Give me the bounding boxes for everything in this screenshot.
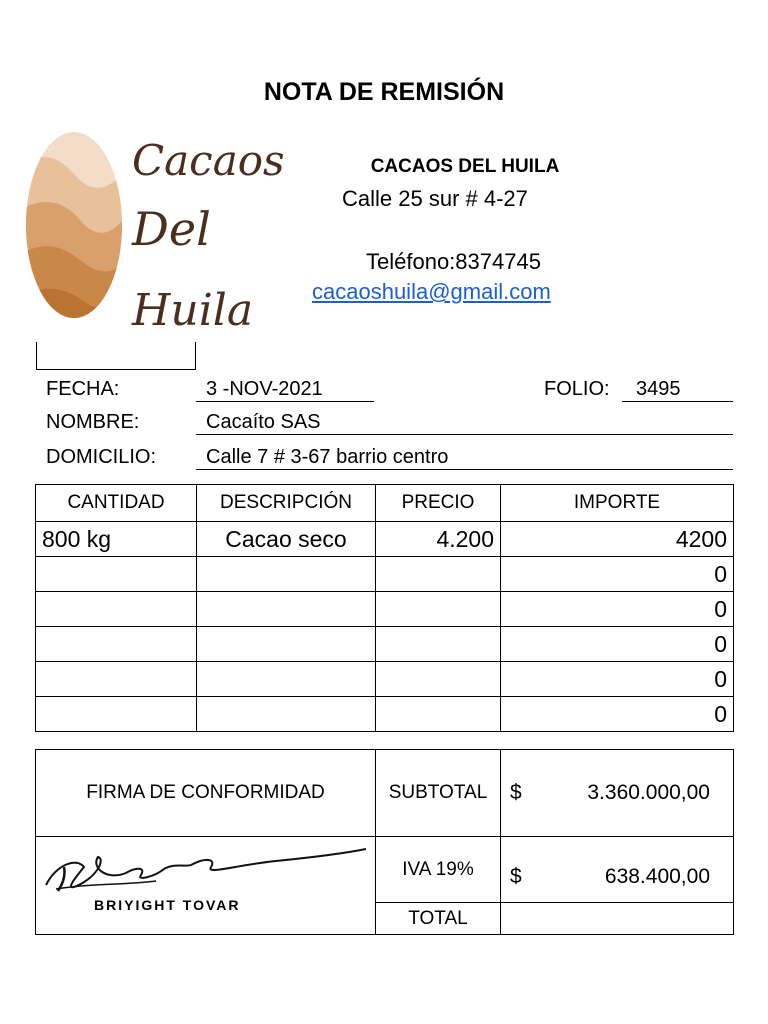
subtotal-cell bbox=[501, 750, 734, 837]
cell-descripcion bbox=[197, 697, 376, 732]
cell-descripcion bbox=[197, 557, 376, 592]
company-logo bbox=[20, 105, 285, 345]
logo-text-line3: Huila bbox=[132, 285, 254, 336]
company-name: CACAOS DEL HUILA bbox=[370, 156, 560, 177]
table-row bbox=[36, 697, 734, 732]
company-phone: Teléfono:8374745 bbox=[366, 249, 541, 274]
table-row bbox=[36, 627, 734, 662]
subtotal-value: 3.360.000,00 bbox=[587, 781, 710, 804]
header-importe: IMPORTE bbox=[501, 485, 734, 522]
header-descripcion: DESCRIPCIÓN bbox=[197, 485, 376, 522]
iva-currency: $ bbox=[510, 864, 522, 888]
cell-importe: 0 bbox=[501, 697, 734, 732]
firma-conformidad-label: FIRMA DE CONFORMIDAD bbox=[36, 750, 376, 837]
cell-cantidad bbox=[36, 627, 197, 662]
cell-descripcion: Cacao seco bbox=[197, 522, 376, 557]
logo-text-line2: Del bbox=[132, 202, 211, 256]
cell-cantidad bbox=[36, 697, 197, 732]
document-title: NOTA DE REMISIÓN bbox=[263, 78, 505, 106]
cell-precio: 4.200 bbox=[376, 522, 501, 557]
table-header-row bbox=[36, 485, 734, 522]
total-value bbox=[501, 903, 734, 935]
domicilio-label: DOMICILIO: bbox=[46, 446, 157, 468]
total-label: TOTAL bbox=[376, 903, 501, 935]
signature-area bbox=[36, 837, 376, 935]
header-precio: PRECIO bbox=[376, 485, 501, 522]
signature-scribble bbox=[36, 837, 376, 933]
folio-value: 3495 bbox=[622, 378, 733, 402]
header-cantidad: CANTIDAD bbox=[36, 485, 197, 522]
cell-importe: 0 bbox=[501, 662, 734, 697]
folio-label: FOLIO: bbox=[544, 378, 610, 400]
table-row bbox=[36, 662, 734, 697]
cell-importe: 0 bbox=[501, 557, 734, 592]
cell-importe: 0 bbox=[501, 627, 734, 662]
cell-cantidad bbox=[36, 592, 197, 627]
table-row bbox=[36, 557, 734, 592]
subtotal-currency: $ bbox=[510, 781, 522, 804]
logo-text-line1: Cacaos bbox=[132, 136, 285, 185]
cell-descripcion bbox=[197, 592, 376, 627]
company-address: Calle 25 sur # 4-27 bbox=[342, 186, 528, 211]
cell-importe: 0 bbox=[501, 592, 734, 627]
fecha-value: 3 -NOV-2021 bbox=[196, 378, 374, 402]
nombre-label: NOMBRE: bbox=[46, 411, 140, 433]
fecha-label: FECHA: bbox=[46, 378, 120, 400]
cell-precio bbox=[376, 592, 501, 627]
iva-cell bbox=[501, 837, 734, 903]
items-table bbox=[35, 484, 734, 732]
table-row bbox=[36, 522, 734, 557]
cell-precio bbox=[376, 662, 501, 697]
company-email-link[interactable]: cacaoshuila@gmail.com bbox=[312, 279, 551, 304]
cell-cantidad bbox=[36, 557, 197, 592]
domicilio-value: Calle 7 # 3-67 barrio centro bbox=[196, 446, 733, 470]
cell-cantidad: 800 kg bbox=[36, 522, 197, 557]
cell-precio bbox=[376, 697, 501, 732]
subtotal-label: SUBTOTAL bbox=[376, 750, 501, 837]
logo-bracket-divider bbox=[36, 342, 196, 370]
iva-value: 638.400,00 bbox=[604, 864, 710, 888]
cell-importe: 4200 bbox=[501, 522, 734, 557]
cell-descripcion bbox=[197, 662, 376, 697]
cell-descripcion bbox=[197, 627, 376, 662]
table-row bbox=[36, 592, 734, 627]
signature-name: BRIYIGHT TOVAR bbox=[94, 897, 241, 913]
cell-cantidad bbox=[36, 662, 197, 697]
cell-precio bbox=[376, 557, 501, 592]
cell-precio bbox=[376, 627, 501, 662]
nombre-value: Cacaíto SAS bbox=[196, 411, 733, 435]
iva-label: IVA 19% bbox=[376, 837, 501, 903]
